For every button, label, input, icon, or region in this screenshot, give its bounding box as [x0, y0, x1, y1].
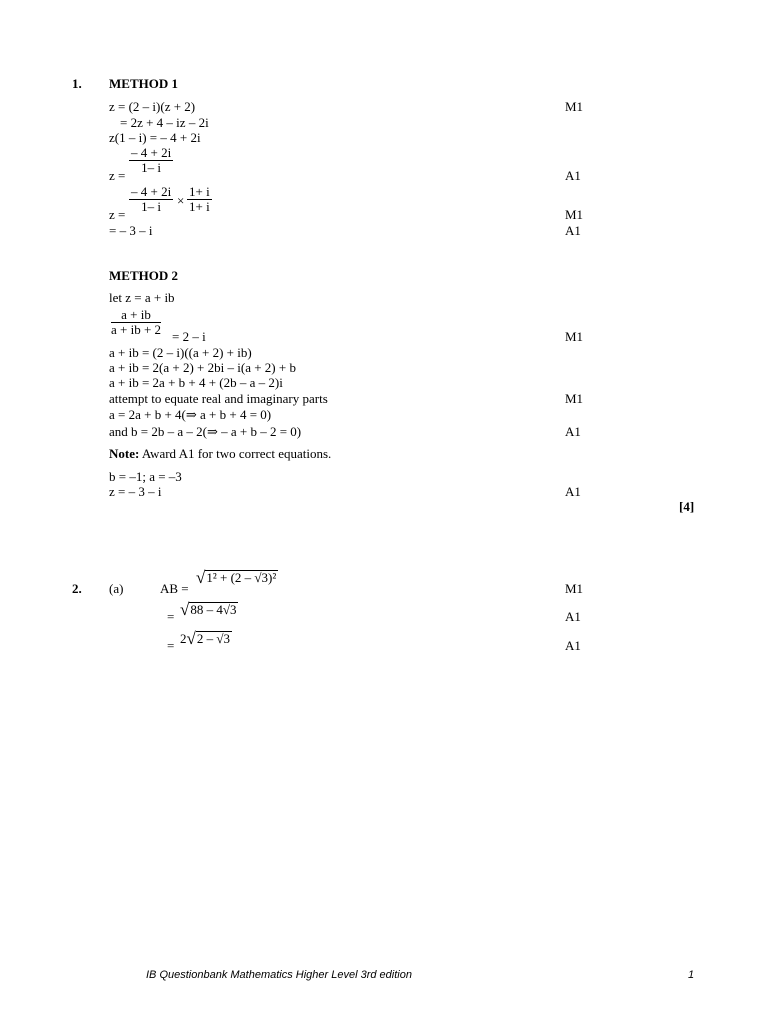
method1-line-4-lhs: z = [109, 168, 126, 183]
method2-line-9: z = – 3 – i [109, 484, 162, 499]
method2-line-3: a + ib = 2(a + 2) + 2bi – i(a + 2) + b [109, 360, 296, 375]
method2-line-6: a = 2a + b + 4(⇒ a + b + 4 = 0) [109, 407, 272, 422]
fraction-method2 [111, 308, 161, 337]
note-text: Award A1 for two correct equations. [139, 446, 332, 461]
radical-sign-icon: √ [180, 600, 190, 619]
mark-m1: M1 [565, 391, 584, 406]
question-number-1: 1. [72, 76, 82, 91]
radicand: 2 – √3 [196, 631, 230, 646]
method-2-heading: METHOD 2 [109, 268, 178, 283]
method1-line-6: = – 3 – i [109, 223, 153, 238]
method2-line-2: a + ib = (2 – i)((a + 2) + ib) [109, 345, 252, 360]
times-sign: × [177, 193, 185, 208]
method1-line-1: z = (2 – i)(z + 2) [109, 99, 196, 114]
radicand: 88 – 4√3 [190, 602, 237, 617]
method1-line-5-lhs: z = [109, 207, 126, 222]
footer-title: IB Questionbank Mathematics Higher Level 3rd edition [146, 969, 412, 981]
mark-m1: M1 [565, 99, 584, 114]
fraction-z [129, 146, 173, 175]
square-root-expression [196, 570, 278, 585]
fraction-conjugate [187, 185, 212, 214]
method1-line-3: z(1 – i) = – 4 + 2i [109, 130, 201, 145]
total-marks: [4] [679, 499, 695, 514]
fraction-denominator: 1– i [141, 199, 162, 214]
method2-line-1: let z = a + ib [109, 290, 175, 305]
mark-a1: A1 [565, 638, 581, 653]
fraction-z-conjugate [129, 185, 173, 214]
fraction-numerator: a + ib [111, 308, 161, 323]
mark-m1: M1 [565, 581, 584, 596]
fraction-rhs: = 2 – i [172, 329, 206, 344]
fraction-denominator: 1+ i [189, 199, 210, 214]
square-root-expression [180, 631, 232, 646]
mark-a1: A1 [565, 424, 581, 439]
method2-line-8: b = –1; a = –3 [109, 469, 182, 484]
method1-line-2: = 2z + 4 – iz – 2i [120, 115, 209, 130]
q2-line-2-lhs: = [167, 609, 175, 624]
method2-line-7: and b = 2b – a – 2(⇒ – a + b – 2 = 0) [109, 424, 302, 439]
fraction-numerator: – 4 + 2i [131, 145, 172, 160]
mark-a1: A1 [565, 484, 581, 499]
note [109, 447, 331, 460]
fraction-numerator: 1+ i [189, 184, 210, 199]
method-1-heading: METHOD 1 [109, 76, 178, 91]
note-label: Note: [109, 446, 140, 461]
radicand: 1² + (2 – √3)² [206, 570, 277, 585]
method2-line-4: a + ib = 2a + b + 4 + (2b – a – 2)i [109, 375, 283, 390]
fraction-denominator: 1– i [141, 160, 162, 175]
fraction-denominator: a + ib + 2 [111, 322, 162, 337]
q2-line-3-lhs: = [167, 638, 175, 653]
question-number-2: 2. [72, 581, 82, 596]
square-root-expression [180, 602, 238, 617]
coefficient: 2 [180, 631, 187, 646]
fraction-numerator: – 4 + 2i [131, 184, 172, 199]
mark-a1: A1 [565, 609, 581, 624]
method2-line-5: attempt to equate real and imaginary parts [109, 391, 328, 406]
part-label: (a) [109, 581, 124, 596]
page-number: 1 [688, 969, 695, 981]
mark-a1: A1 [565, 223, 581, 238]
mark-a1: A1 [565, 168, 581, 183]
mark-m1: M1 [565, 207, 584, 222]
radical-sign-icon: √ [196, 568, 206, 587]
q2-line-1-lhs: AB = [160, 581, 189, 596]
radical-sign-icon: √ [186, 629, 196, 648]
mark-m1: M1 [565, 329, 584, 344]
